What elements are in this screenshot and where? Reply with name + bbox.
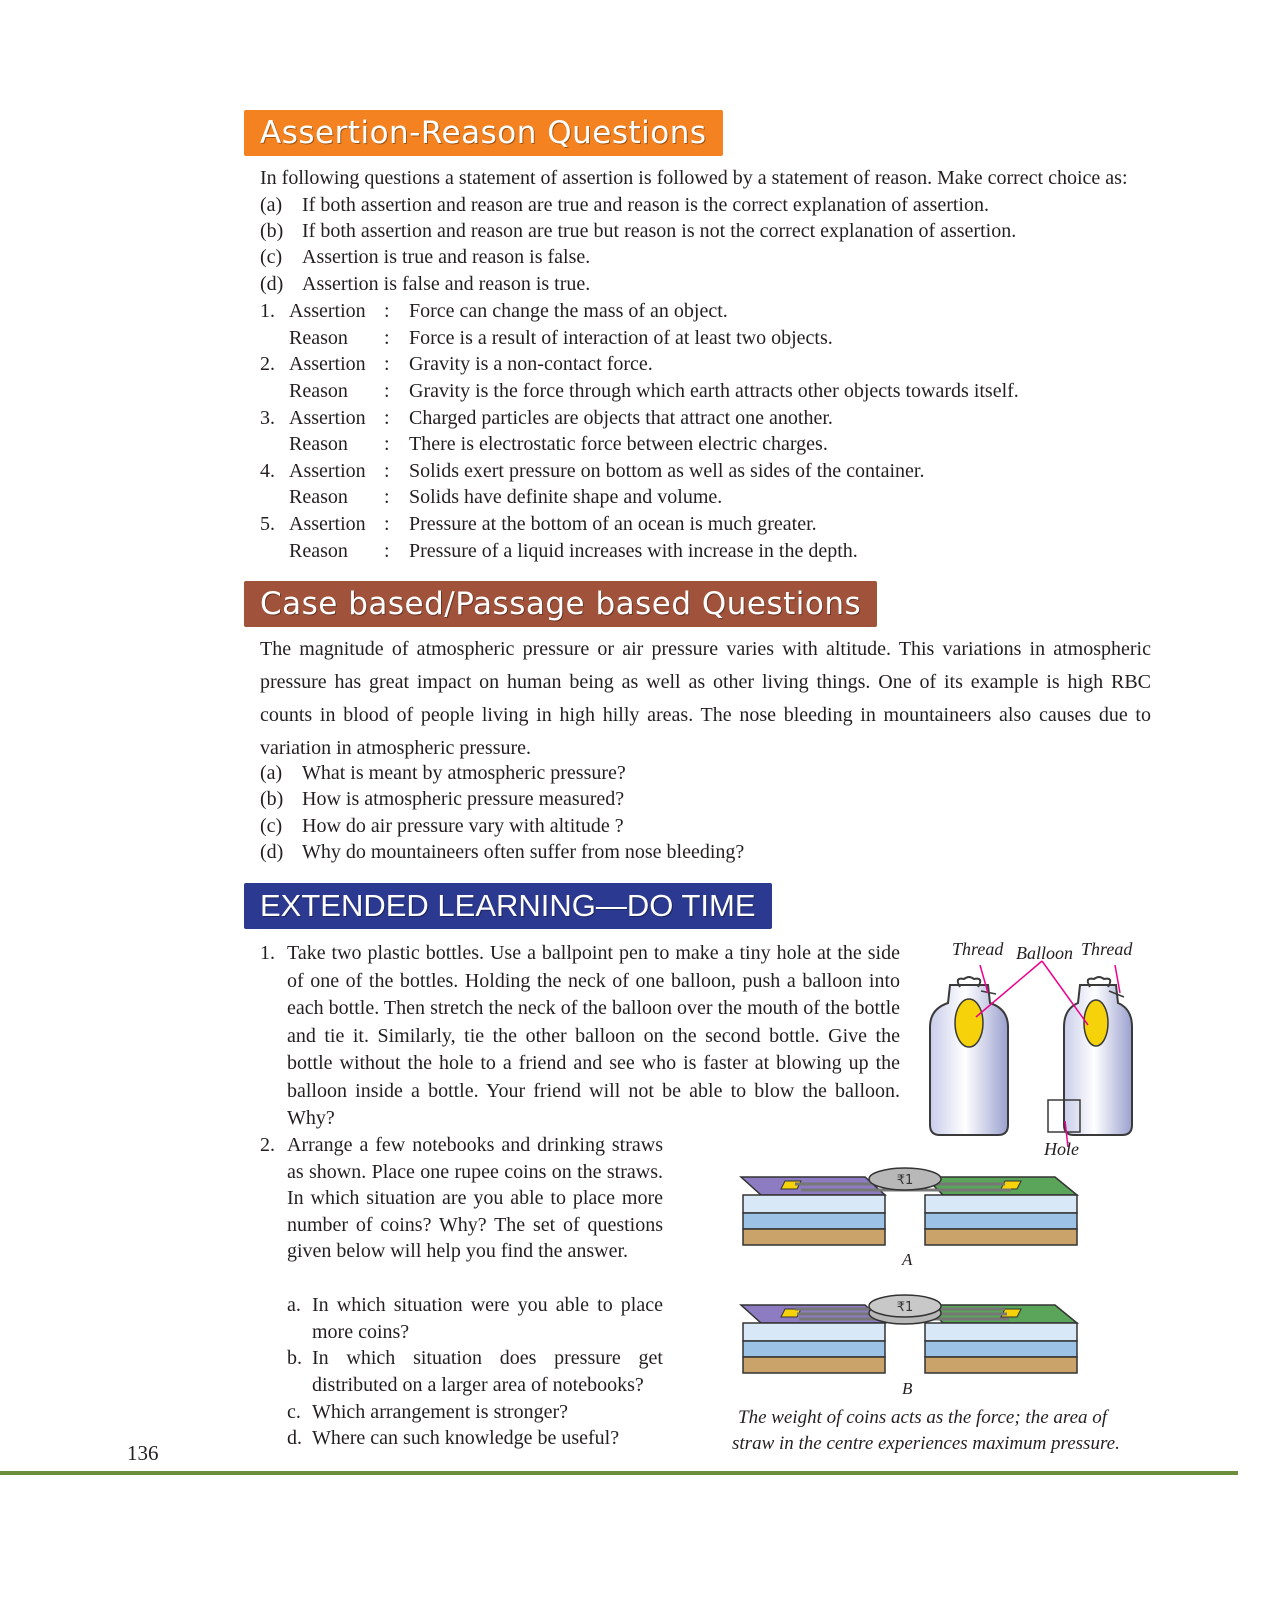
question-3-assertion: [260, 405, 1160, 432]
figure-caption-line-1: The weight of coins acts as the force; the area of: [738, 1407, 1108, 1428]
question-number: 2.: [260, 353, 275, 375]
sub-question-label: b.: [287, 1347, 302, 1369]
sub-question-label: c.: [287, 1401, 301, 1423]
page-number: 136: [127, 1441, 159, 1465]
assertion-text: Solids exert pressure on bottom as well as sides of the container.: [409, 460, 925, 482]
question-5-assertion: [260, 511, 1160, 538]
reason-text: Pressure of a liquid increases with increase in the depth.: [409, 540, 858, 562]
option-label: (a): [260, 194, 283, 216]
coin-a-text: ₹1: [896, 1173, 914, 1188]
sub-question-label: d.: [287, 1427, 302, 1449]
reason-label: Reason: [289, 327, 348, 349]
option-c: [260, 244, 590, 271]
case-question-a: [260, 760, 626, 787]
left-balloon-shape: [955, 999, 983, 1047]
sub-question-text: In which situation does pressure get distributed on a larger area of notebooks?: [312, 1347, 663, 1396]
sub-question-text: In which situation were you able to place more coins?: [312, 1294, 663, 1343]
option-a: [260, 192, 989, 219]
assertion-reason-heading: Assertion-Reason Questions: [244, 110, 723, 156]
bottles-illustration: [910, 935, 1150, 1170]
option-b: [260, 218, 1016, 245]
case-question-label: (a): [260, 762, 283, 784]
activity-2-text: Arrange a few notebooks and drinking straws as shown. Place one rupee coins on the straws. In which situation are you able to place more number of coins? Why? The set of questions given below will help you find the answer.: [287, 1134, 663, 1263]
figure-label-b: B: [902, 1379, 913, 1398]
books-illustration: [735, 1165, 1085, 1405]
thread-right-label: Thread: [1081, 939, 1133, 959]
books-figure: [735, 1165, 1085, 1405]
assertion-text: Pressure at the bottom of an ocean is much greater.: [409, 513, 817, 535]
question-number: 3.: [260, 407, 275, 429]
assertion-label: Assertion: [289, 460, 366, 482]
case-question-label: (c): [260, 815, 283, 837]
case-based-heading: Case based/Passage based Questions: [244, 581, 877, 627]
sub-question-text: Where can such knowledge be useful?: [312, 1427, 620, 1449]
case-question-c: [260, 813, 624, 840]
activity-1-number: 1.: [260, 942, 275, 964]
figure-caption-line-2: straw in the centre experiences maximum pressure.: [732, 1433, 1120, 1454]
bottle-figure: [910, 935, 1150, 1170]
option-text: Assertion is true and reason is false.: [302, 246, 591, 268]
arrangement-b: [741, 1295, 1077, 1373]
option-label: (d): [260, 273, 284, 295]
case-passage: The magnitude of atmospheric pressure or air pressure varies with altitude. This variations in atmospheric pressure has great impact on human being as well as other living things. One of its example is high RBC counts in blood of people living in high hilly areas. The nose bleeding in mountaineers also causes due to variation in atmospheric pressure.: [260, 638, 1151, 759]
case-question-label: (d): [260, 841, 284, 863]
right-balloon-shape: [1084, 1000, 1108, 1046]
figure-label-a: A: [902, 1250, 913, 1269]
reason-text: Gravity is the force through which earth attracts other objects towards itself.: [409, 380, 1019, 402]
reason-text: Solids have definite shape and volume.: [409, 486, 723, 508]
colon: :: [384, 460, 390, 482]
question-2-reason: [260, 378, 1160, 405]
extended-learning-heading: EXTENDED LEARNING—DO TIME: [244, 883, 772, 929]
reason-label: Reason: [289, 380, 348, 402]
activity-2-number: 2.: [260, 1134, 275, 1156]
sub-question-label: a.: [287, 1294, 301, 1316]
assertion-label: Assertion: [289, 353, 366, 375]
question-2-assertion: [260, 351, 1160, 378]
colon: :: [384, 380, 390, 402]
case-question-text: What is meant by atmospheric pressure?: [302, 762, 626, 784]
reason-text: Force is a result of interaction of at least two objects.: [409, 327, 833, 349]
assertion-text: Charged particles are objects that attract one another.: [409, 407, 833, 429]
colon: :: [384, 407, 390, 429]
question-1-reason: [260, 325, 1160, 352]
question-1-assertion: [260, 298, 1160, 325]
question-5-reason: [260, 538, 1160, 565]
question-4-reason: [260, 484, 1160, 511]
case-question-d: [260, 839, 744, 866]
question-4-assertion: [260, 458, 1160, 485]
reason-label: Reason: [289, 540, 348, 562]
option-label: (b): [260, 220, 284, 242]
colon: :: [384, 353, 390, 375]
reason-text: There is electrostatic force between electric charges.: [409, 433, 828, 455]
reason-label: Reason: [289, 433, 348, 455]
colon: :: [384, 433, 390, 455]
option-d: [260, 271, 590, 298]
assertion-intro: In following questions a statement of assertion is followed by a statement of reason. Make correct choice as:: [260, 167, 1128, 189]
case-question-label: (b): [260, 788, 284, 810]
reason-label: Reason: [289, 486, 348, 508]
hole-label: Hole: [1044, 1139, 1079, 1159]
sub-question-text: Which arrangement is stronger?: [312, 1401, 569, 1423]
assertion-label: Assertion: [289, 407, 366, 429]
option-text: Assertion is false and reason is true.: [302, 273, 591, 295]
colon: :: [384, 300, 390, 322]
activity-1-text: Take two plastic bottles. Use a ballpoint pen to make a tiny hole at the side of one of the bottles. Holding the neck of one balloon, push a balloon into each bottle. Then stretch the neck of the balloon over the mouth of the bottle and tie it. Similarly, tie the other balloon on the second bottle. Give the bottle without the hole to a friend and see who is faster at blowing up the balloon inside a bottle. Your friend will not be able to blow the balloon. Why?: [287, 942, 900, 1129]
colon: :: [384, 327, 390, 349]
coin-b-text: ₹1: [896, 1300, 914, 1315]
colon: :: [384, 540, 390, 562]
footer-rule: [0, 1471, 1238, 1475]
thread-left-label: Thread: [952, 939, 1004, 959]
assertion-text: Gravity is a non-contact force.: [409, 353, 653, 375]
balloon-label: Balloon: [1016, 943, 1073, 963]
question-3-reason: [260, 431, 1160, 458]
colon: :: [384, 513, 390, 535]
option-label: (c): [260, 246, 283, 268]
option-text: If both assertion and reason are true but reason is not the correct explanation of assertion.: [302, 220, 1017, 242]
case-question-text: Why do mountaineers often suffer from nose bleeding?: [302, 841, 745, 863]
question-number: 1.: [260, 300, 275, 322]
assertion-label: Assertion: [289, 300, 366, 322]
case-question-text: How is atmospheric pressure measured?: [302, 788, 625, 810]
arrangement-a: [741, 1168, 1077, 1245]
colon: :: [384, 486, 390, 508]
assertion-label: Assertion: [289, 513, 366, 535]
case-question-b: [260, 786, 624, 813]
question-number: 5.: [260, 513, 275, 535]
question-number: 4.: [260, 460, 275, 482]
case-question-text: How do air pressure vary with altitude ?: [302, 815, 624, 837]
option-text: If both assertion and reason are true and reason is the correct explanation of assertion.: [302, 194, 989, 216]
assertion-text: Force can change the mass of an object.: [409, 300, 728, 322]
